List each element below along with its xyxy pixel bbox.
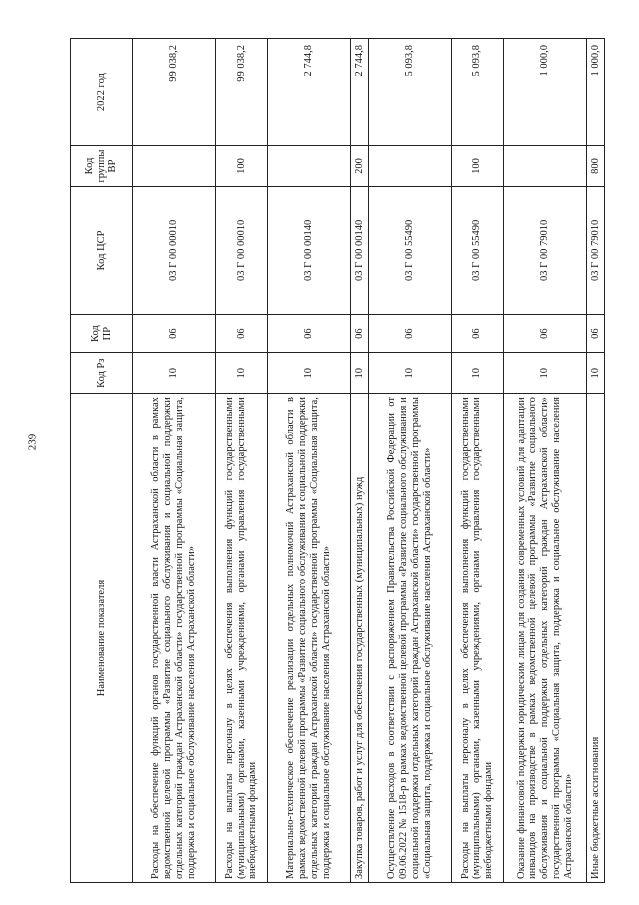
row-csr: 03 Г 00 79010 xyxy=(504,186,587,314)
table-body xyxy=(133,39,605,883)
row-name: Оказание финансовой поддержки юридическим лицам для создания современных условий для адаптации инвалидов на производстве в рамках ведомственной целевой программы «Развитие социального обслуживания и социальной поддержки отдельных категорий граждан Астраханской области» государственной программы «Социальная защита, поддержка и социальное обслуживание населения Астраханской области» xyxy=(504,394,587,883)
row-pr: 06 xyxy=(268,314,351,352)
row-value: 99 038,2 xyxy=(215,39,267,146)
table-row xyxy=(133,39,216,883)
row-name: Иные бюджетные ассигнования xyxy=(586,394,604,883)
budget-table-container xyxy=(70,38,605,883)
row-value: 5 093,8 xyxy=(451,39,503,146)
row-value: 5 093,8 xyxy=(368,39,451,146)
row-csr: 03 Г 00 00140 xyxy=(350,186,368,314)
row-rz: 10 xyxy=(133,353,216,394)
budget-table xyxy=(70,38,605,883)
table-row xyxy=(215,39,267,883)
table-row xyxy=(586,39,604,883)
row-pr: 06 xyxy=(504,314,587,352)
row-pr: 06 xyxy=(350,314,368,352)
row-pr: 06 xyxy=(586,314,604,352)
header-name: Наименование показателя xyxy=(71,394,133,883)
header-pr: Код ПР xyxy=(71,314,133,352)
row-value: 1 000,0 xyxy=(504,39,587,146)
row-rz: 10 xyxy=(215,353,267,394)
row-value: 2 744,8 xyxy=(350,39,368,146)
row-csr: 03 Г 00 55490 xyxy=(368,186,451,314)
header-year: 2022 год xyxy=(71,39,133,146)
row-vr xyxy=(368,146,451,187)
table-row xyxy=(368,39,451,883)
row-pr: 06 xyxy=(451,314,503,352)
header-csr: Код ЦСР xyxy=(71,186,133,314)
header-vr: Код группы ВР xyxy=(71,146,133,187)
row-vr: 200 xyxy=(350,146,368,187)
row-value: 1 000,0 xyxy=(586,39,604,146)
row-name: Материально-техническое обеспечение реализации отдельных полномочий Астраханской области в рамках ведомственной целевой программы «Развитие социального обслуживания и социальной поддержки отдельных категорий граждан Астраханской области» государственной программы «Социальная защита, поддержка и социальное обслуживание населения Астраханской области» xyxy=(268,394,351,883)
table-row xyxy=(350,39,368,883)
row-value: 99 038,2 xyxy=(133,39,216,146)
row-vr: 800 xyxy=(586,146,604,187)
table-row xyxy=(451,39,503,883)
row-rz: 10 xyxy=(451,353,503,394)
row-pr: 06 xyxy=(215,314,267,352)
row-name: Расходы на обеспечение функций органов государственной власти Астраханской области в рамках ведомственной целевой программы «Развитие социального обслуживания и социальной поддержки отдельных категорий граждан Астраханской области» государственной программы «Социальная защита, поддержка и социальное обслуживание населения Астраханской области» xyxy=(133,394,216,883)
row-rz: 10 xyxy=(268,353,351,394)
row-rz: 10 xyxy=(504,353,587,394)
row-value: 2 744,8 xyxy=(268,39,351,146)
row-name: Расходы на выплаты персоналу в целях обеспечения выполнения функций государственными (муниципальными) органами, казенными учреждениями, органами управления государственными внебюджетными фондами xyxy=(215,394,267,883)
row-name: Расходы на выплаты персоналу в целях обеспечения выполнения функций государственными (муниципальными) органами, казенными учреждениями, органами управления государственными внебюджетными фондами xyxy=(451,394,503,883)
row-vr: 100 xyxy=(451,146,503,187)
row-vr xyxy=(133,146,216,187)
row-rz: 10 xyxy=(586,353,604,394)
row-csr: 03 Г 00 55490 xyxy=(451,186,503,314)
header-rz: Код Рз xyxy=(71,353,133,394)
row-pr: 06 xyxy=(133,314,216,352)
row-vr: 100 xyxy=(215,146,267,187)
row-csr: 03 Г 00 00010 xyxy=(133,186,216,314)
row-rz: 10 xyxy=(350,353,368,394)
page-number: 239 xyxy=(26,433,39,451)
row-vr xyxy=(268,146,351,187)
table-row xyxy=(268,39,351,883)
row-csr: 03 Г 00 00140 xyxy=(268,186,351,314)
row-csr: 03 Г 00 00010 xyxy=(215,186,267,314)
row-vr xyxy=(504,146,587,187)
row-pr: 06 xyxy=(368,314,451,352)
table-row xyxy=(504,39,587,883)
rotated-table-wrapper xyxy=(70,38,605,883)
row-csr: 03 Г 00 79010 xyxy=(586,186,604,314)
row-name: Осуществление расходов в соответствии с распоряжением Правительства Российской Федерации от 09.06.2022 № 1518-р в рамках ведомственной целевой программы «Развитие социального обслуживания и социальной поддержки отдельных категорий граждан Астраханской области» государственной программы «Социальная защита, поддержка и социальное обслуживание населения Астраханской области» xyxy=(368,394,451,883)
table-header xyxy=(71,39,133,883)
row-name: Закупка товаров, работ и услуг для обеспечения государственных (муниципальных) нужд xyxy=(350,394,368,883)
row-rz: 10 xyxy=(368,353,451,394)
